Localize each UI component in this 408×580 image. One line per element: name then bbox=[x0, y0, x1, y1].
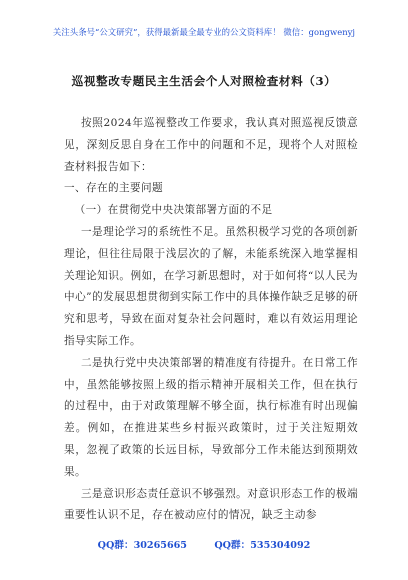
subsection-heading: （一）在贯彻党中央决策部署方面的不足 bbox=[74, 204, 273, 217]
body-paragraph: 三是意识形态责任意识不够强烈。对意识形态工作的极端重要性认识不足，存在被动应付的情况，缺乏主动参 bbox=[64, 487, 358, 522]
footer-qq-group-2: QQ群：535304092 bbox=[214, 540, 311, 551]
header-notice: 关注头条号“公文研究”，获得最新最全最专业的公文资料库！ 微信：gongwenyj bbox=[52, 27, 356, 37]
footer-qq-group-1: QQ群：30265665 bbox=[97, 540, 187, 551]
section-heading: 一、存在的主要问题 bbox=[64, 182, 163, 195]
body-paragraph: 二是执行党中央决策部署的精准度有待提升。在日常工作中，虽然能够按照上级的指示精神开展相关工作，但在执行的过程中，由于对政策理解不够全面，执行标准有时出现偏差。例如，在推进某些乡村振兴政策时，过于关注短期效果，忽视了政策的长远目标，导致部分工作未能达到预期效果。 bbox=[64, 356, 358, 478]
intro-paragraph: 按照2024年巡视整改工作要求，我认真对照巡视反馈意见，深刻反思自身在工作中的问题和不足，现将个人对照检查材料报告如下： bbox=[64, 117, 358, 173]
document-body bbox=[64, 113, 358, 527]
document-title: 巡视整改专题民主生活会个人对照检查材料（3） bbox=[71, 74, 337, 88]
footer-contacts bbox=[0, 537, 408, 551]
body-paragraph: 一是理论学习的系统性不足。虽然积极学习党的各项创新理论，但往往局限于浅层次的了解，未能系统深入地掌握相关理论知识。例如，在学习新思想时，对于如何将“以人民为中心”的发展思想贯彻到实际工作中的具体操作缺乏足够的研究和思考，导致在面对复杂社会问题时，难以有效运用理论指导实际工作。 bbox=[64, 225, 358, 347]
